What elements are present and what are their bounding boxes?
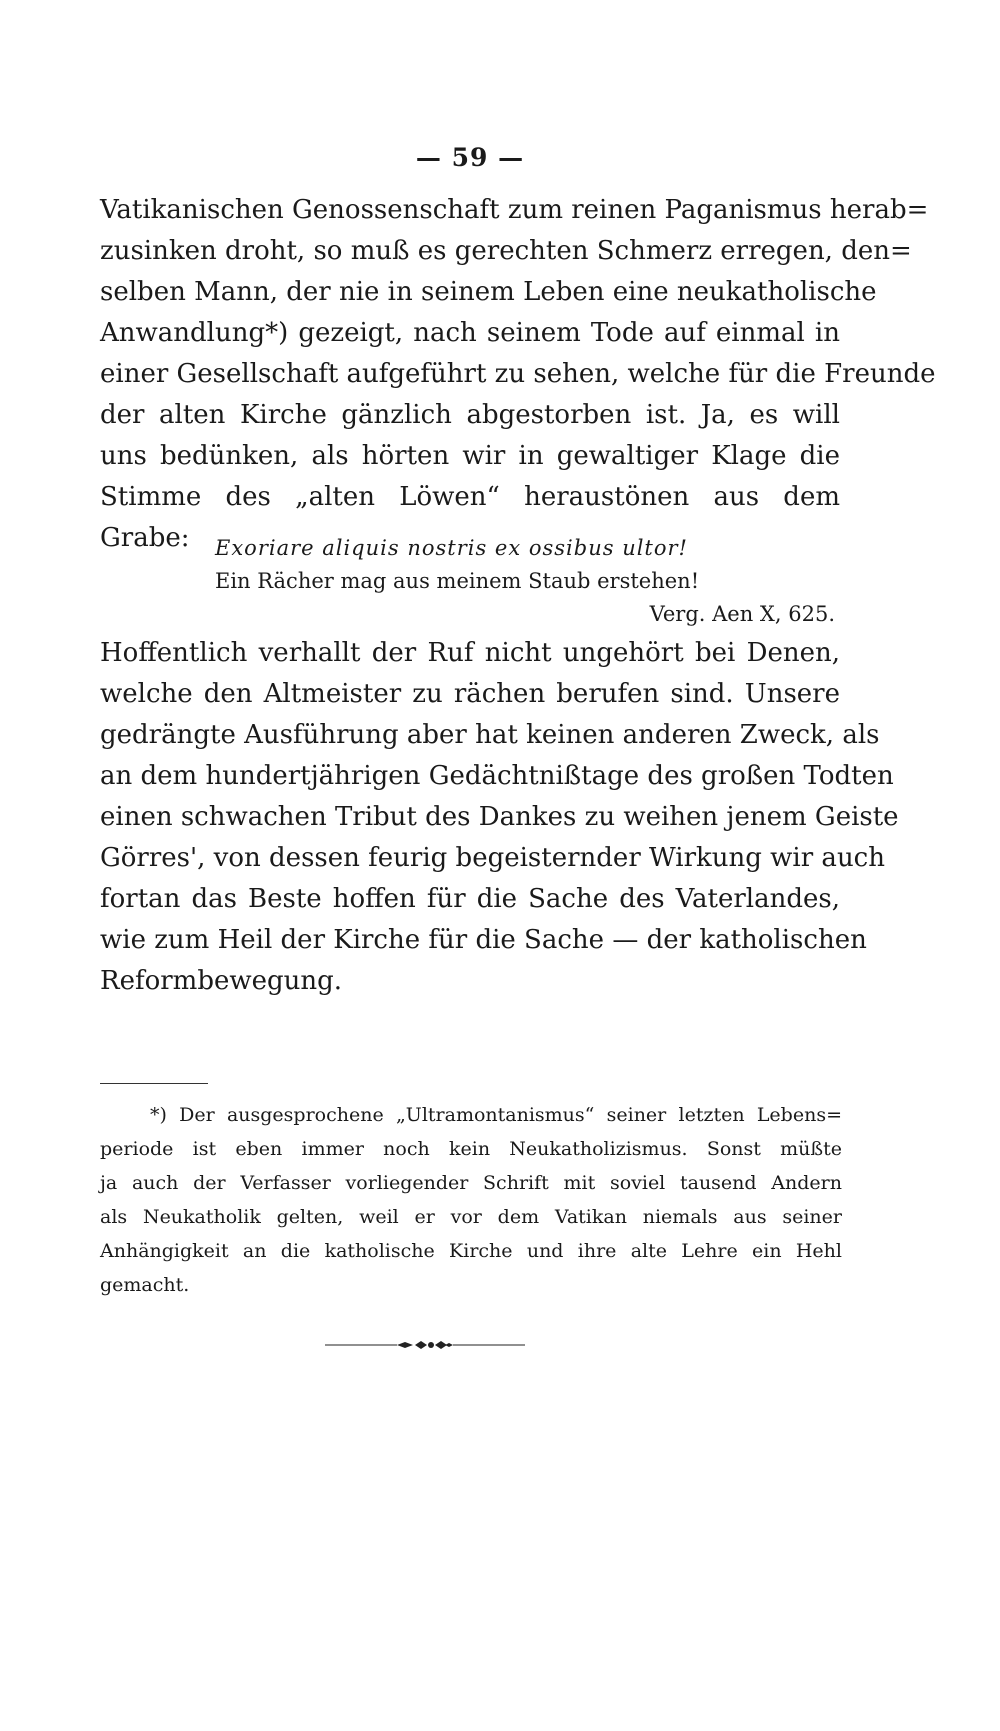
quote-german: Ein Rächer mag aus meinem Staub erstehen! [215, 569, 700, 593]
quote-reference: Verg. Aen X, 625. [649, 602, 835, 626]
paragraph-main-line: selben Mann, der nie in seinem Leben eine neukatholische [100, 277, 877, 307]
verse-quote [215, 532, 845, 631]
paragraph-closing-line: Reformbewegung. [100, 966, 343, 996]
decorative-line-ornament-icon [325, 1335, 525, 1355]
footnote [100, 1098, 842, 1302]
paragraph-main [100, 190, 936, 559]
paragraph-main-line: Grabe: [100, 523, 190, 553]
footnote-line: als Neukatholik gelten, weil er vor dem Vatikan niemals aus seiner [100, 1206, 842, 1228]
paragraph-closing-line: Görres', von dessen feurig begeisternder Wirkung wir auch [100, 843, 885, 873]
paragraph-closing-line: Hoffentlich verhallt der Ruf nicht ungehört bei Denen, [100, 638, 840, 668]
footnote-line: periode ist eben immer noch kein Neukatholizismus. Sonst müßte [100, 1138, 842, 1160]
footnote-line: gemacht. [100, 1274, 190, 1296]
paragraph-closing-line: gedrängte Ausführung aber hat keinen anderen Zweck, als [100, 720, 880, 750]
footnote-divider [100, 1083, 208, 1084]
quote-latin: Exoriare aliquis nostris ex ossibus ultor! [215, 536, 688, 560]
paragraph-main-line: einer Gesellschaft aufgeführt zu sehen, welche für die Freunde [100, 359, 936, 389]
footnote-line: *) Der ausgesprochene „Ultramontanismus“ seiner letzten Lebens= [150, 1104, 842, 1126]
paragraph-closing [100, 633, 899, 1002]
paragraph-main-line: Vatikanischen Genossenschaft zum reinen Paganismus herab= [100, 195, 929, 225]
paragraph-closing-line: welche den Altmeister zu rächen berufen sind. Unsere [100, 679, 840, 709]
footnote-line: Anhängigkeit an die katholische Kirche und ihre alte Lehre ein Hehl [100, 1240, 842, 1262]
paragraph-closing-line: wie zum Heil der Kirche für die Sache — der katholischen [100, 925, 867, 955]
paragraph-main-line: zusinken droht, so muß es gerechten Schmerz erregen, den= [100, 236, 912, 266]
footnote-line: ja auch der Verfasser vorliegender Schrift mit soviel tausend Andern [100, 1172, 842, 1194]
paragraph-main-line: Anwandlung*) gezeigt, nach seinem Tode auf einmal in [100, 318, 840, 348]
paragraph-main-line: uns bedünken, als hörten wir in gewaltiger Klage die [100, 441, 840, 471]
page-number: — 59 — [415, 143, 525, 172]
paragraph-closing-line: an dem hundertjährigen Gedächtnißtage des großen Todten [100, 761, 894, 791]
paragraph-closing-line: fortan das Beste hoffen für die Sache des Vaterlandes, [100, 884, 840, 914]
paragraph-main-line: der alten Kirche gänzlich abgestorben ist. Ja, es will [100, 400, 840, 430]
paragraph-closing-line: einen schwachen Tribut des Dankes zu weihen jenem Geiste [100, 802, 899, 832]
paragraph-main-line: Stimme des „alten Löwen“ heraustönen aus dem [100, 482, 840, 512]
